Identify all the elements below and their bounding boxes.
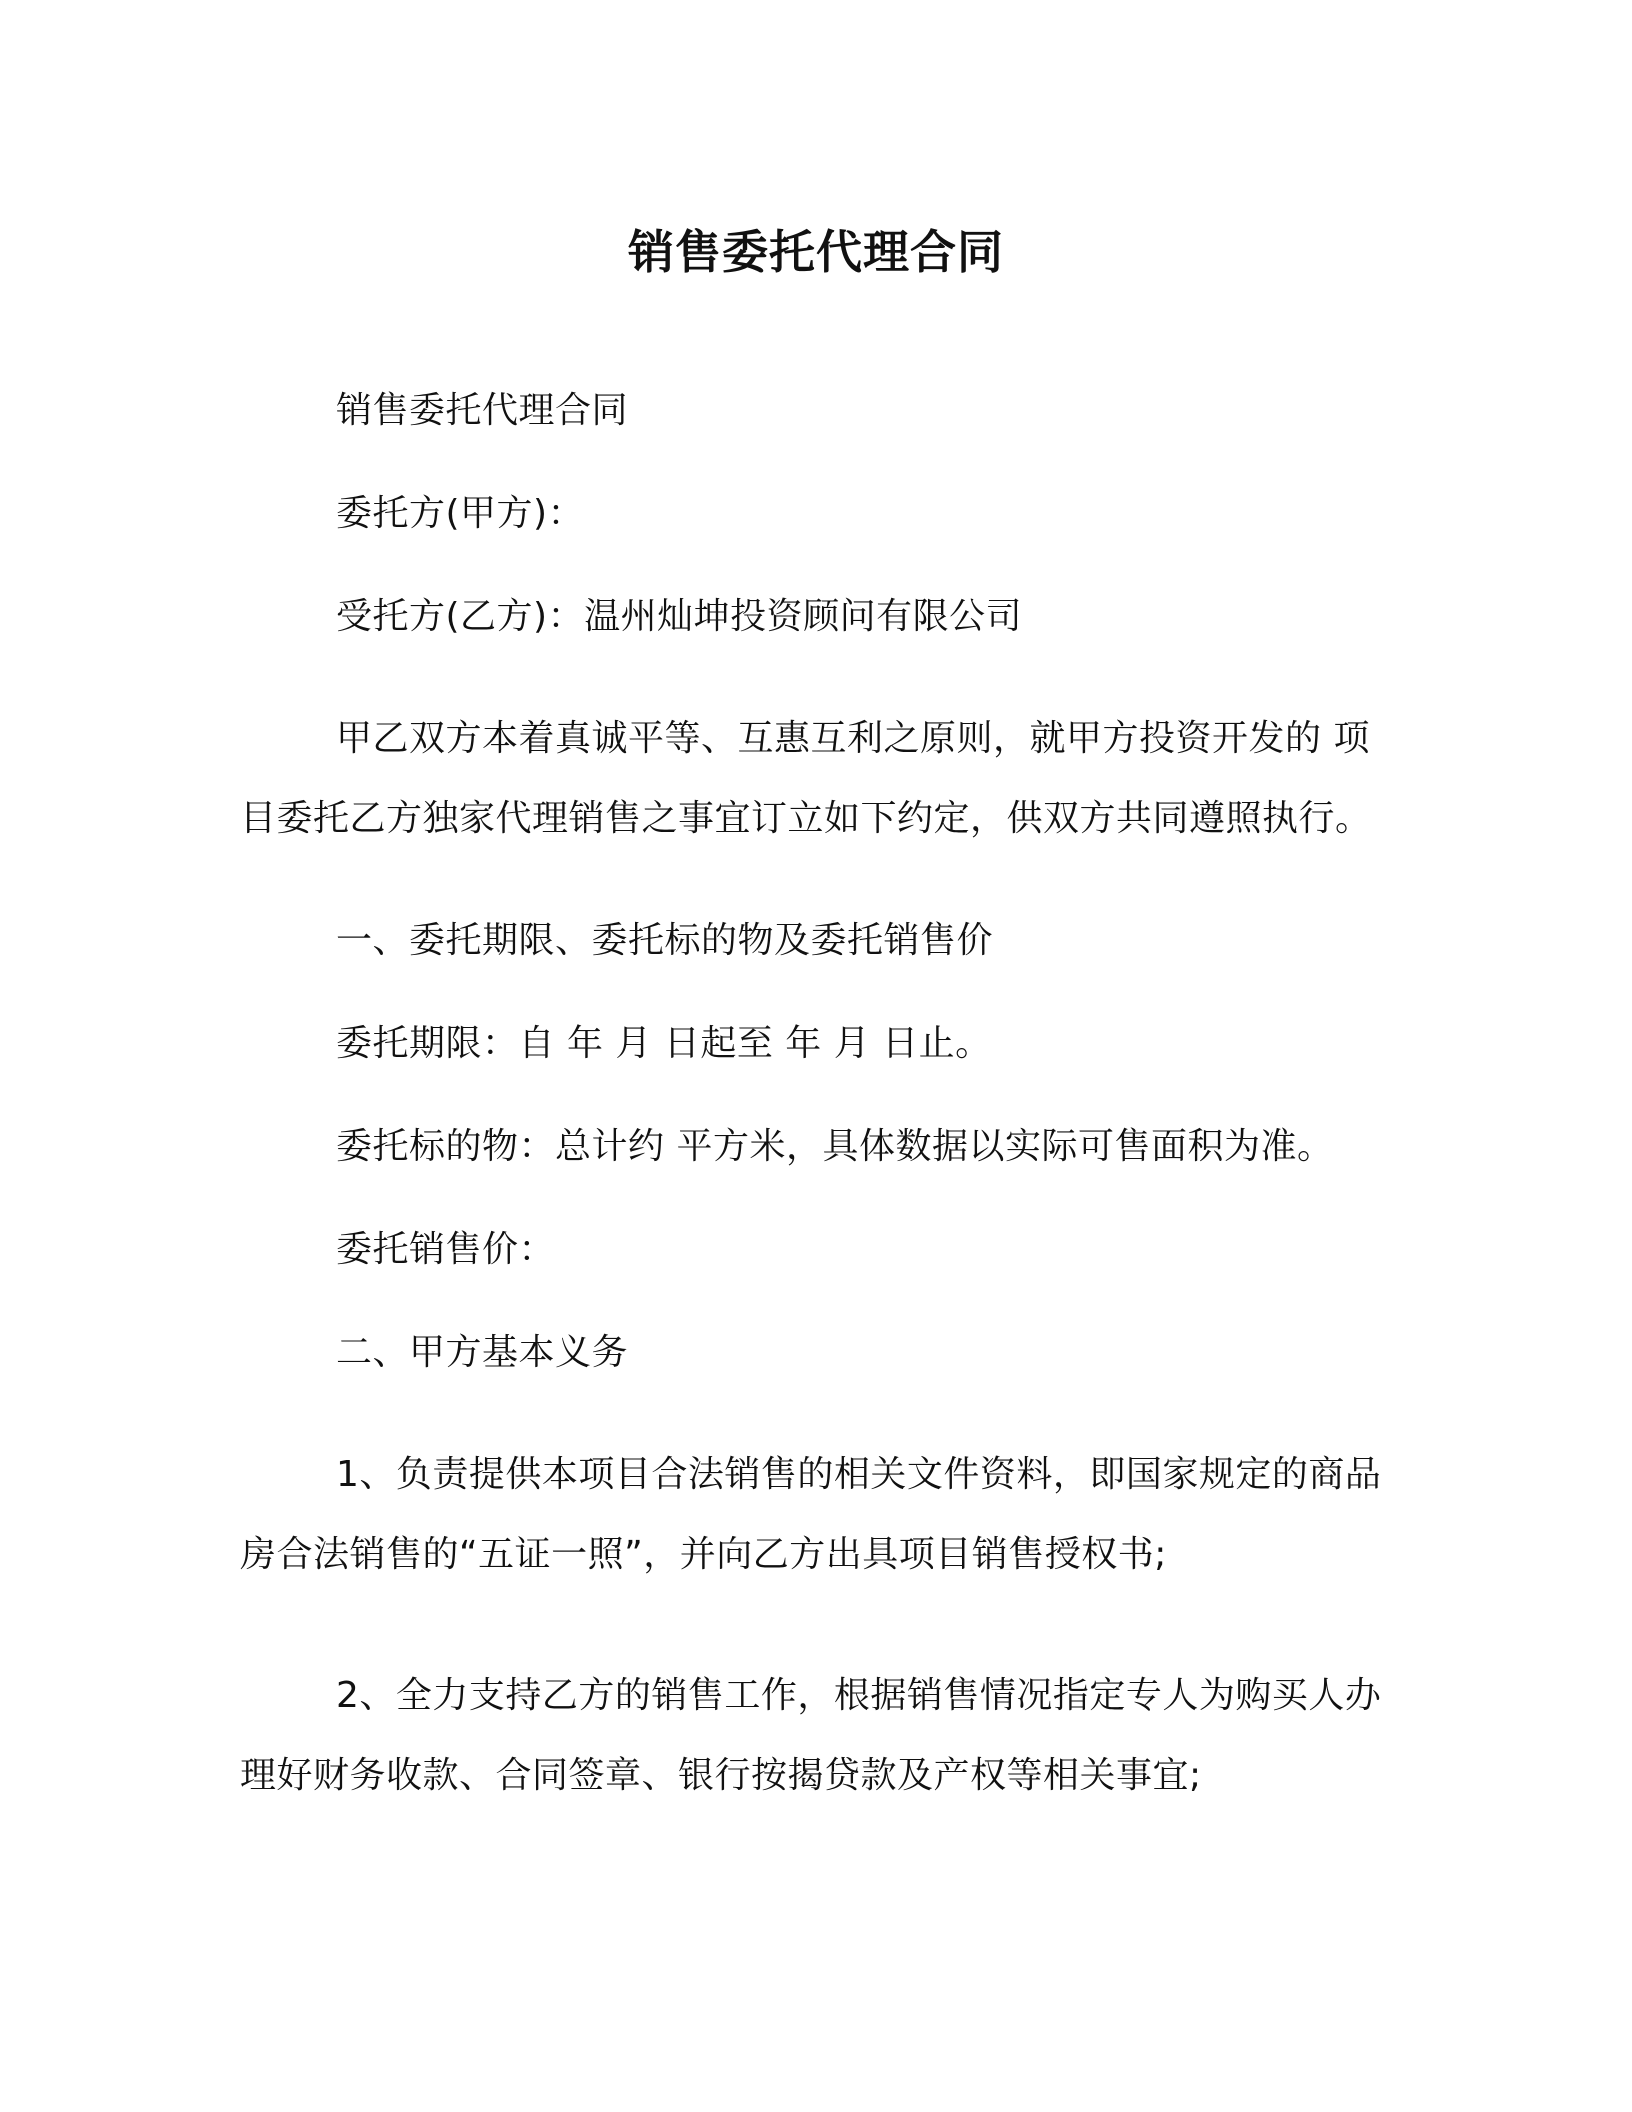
paragraph-obligation-1: 1、负责提供本项目合法销售的相关文件资料，即国家规定的商品房合法销售的“五证一照”，并向乙方出具项目销售授权书; [240, 1454, 1382, 1575]
paragraph-term: 委托期限：自 年 月 日起至 年 月 日止。 [336, 1023, 992, 1064]
document-title: 销售委托代理合同 [628, 225, 1004, 279]
paragraph-heading: 销售委托代理合同 [336, 390, 629, 431]
paragraph-party-a: 委托方(甲方)： [336, 493, 585, 534]
paragraph-obligation-2: 2、全力支持乙方的销售工作，根据销售情况指定专人为购买人办理好财务收款、合同签章、银行按揭贷款及产权等相关事宜; [240, 1675, 1382, 1796]
document-body [240, 390, 1390, 1877]
section-heading-2: 二、甲方基本义务 [336, 1332, 629, 1373]
paragraph-preamble: 甲乙双方本着真诚平等、互惠互利之原则，就甲方投资开发的 项目委托乙方独家代理销售之事宜订立如下约定，供双方共同遵照执行。 [240, 718, 1372, 839]
paragraph-price: 委托销售价： [336, 1229, 556, 1270]
paragraph-subject: 委托标的物：总计约 平方米，具体数据以实际可售面积为准。 [336, 1126, 1334, 1167]
paragraph-party-b: 受托方(乙方)：温州灿坤投资顾问有限公司 [336, 596, 1023, 637]
section-heading-1: 一、委托期限、委托标的物及委托销售价 [336, 920, 994, 961]
